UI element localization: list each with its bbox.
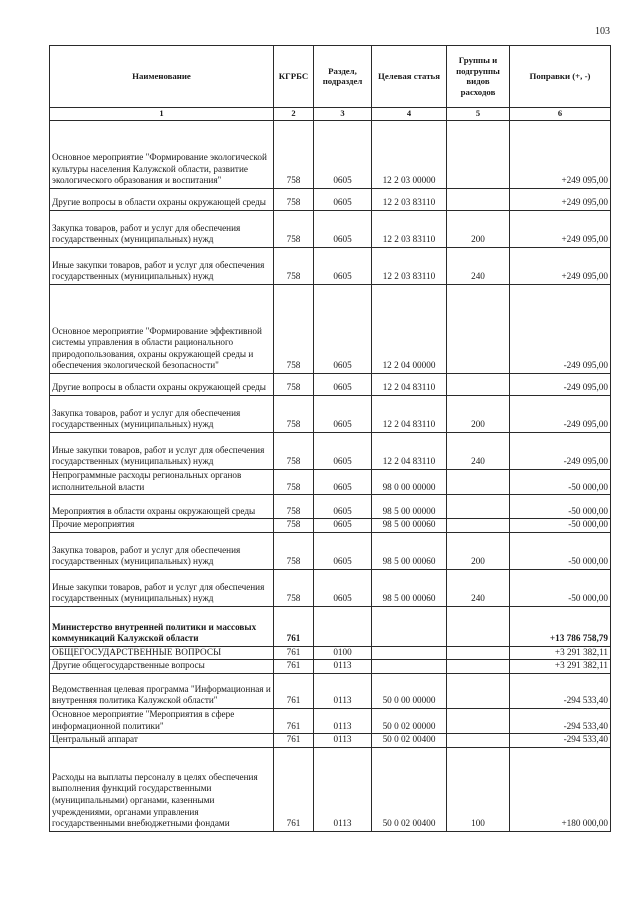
cell-target: 12 2 04 83110	[372, 396, 447, 433]
cell-target: 12 2 03 83110	[372, 248, 447, 285]
cell-amount: +249 095,00	[510, 189, 611, 211]
cell-section: 0605	[314, 121, 372, 189]
header-amount: Поправки (+, -)	[510, 46, 611, 108]
cell-section: 0113	[314, 734, 372, 748]
cell-kgrbs: 758	[274, 470, 314, 495]
cell-kgrbs: 758	[274, 121, 314, 189]
cell-section	[314, 606, 372, 646]
cell-target: 50 0 00 00000	[372, 673, 447, 708]
cell-group	[447, 189, 510, 211]
cell-kgrbs: 758	[274, 211, 314, 248]
cell-target: 50 0 02 00400	[372, 734, 447, 748]
cell-name: Иные закупки товаров, работ и услуг для обеспечения государственных (муниципальных) нужд	[50, 569, 274, 606]
cell-amount: +3 291 382,11	[510, 646, 611, 660]
cell-amount: -249 095,00	[510, 396, 611, 433]
cell-name: Другие вопросы в области охраны окружающей среды	[50, 189, 274, 211]
table-row	[50, 248, 611, 285]
cell-group: 240	[447, 569, 510, 606]
cell-amount: -249 095,00	[510, 285, 611, 374]
header-section: Раздел, подраздел	[314, 46, 372, 108]
cell-amount: -50 000,00	[510, 495, 611, 519]
cell-group	[447, 470, 510, 495]
cell-name: Расходы на выплаты персоналу в целях обеспечения выполнения функций государственными (муниципальными) органами, казенными учреждениями, органами управления государственными внебюджетными фондами	[50, 747, 274, 831]
header-group: Группы и подгруппы видов расходов	[447, 46, 510, 108]
cell-section: 0113	[314, 708, 372, 733]
cell-kgrbs: 758	[274, 433, 314, 470]
header-name: Наименование	[50, 46, 274, 108]
cell-group	[447, 708, 510, 733]
cell-amount: +13 786 758,79	[510, 606, 611, 646]
cell-group	[447, 660, 510, 674]
cell-name: Закупка товаров, работ и услуг для обеспечения государственных (муниципальных) нужд	[50, 396, 274, 433]
cell-target: 98 5 00 00060	[372, 532, 447, 569]
cell-kgrbs: 758	[274, 248, 314, 285]
table-row	[50, 396, 611, 433]
cell-kgrbs: 761	[274, 606, 314, 646]
table-row	[50, 569, 611, 606]
cell-amount: +3 291 382,11	[510, 660, 611, 674]
cell-target	[372, 660, 447, 674]
table-row	[50, 495, 611, 519]
cell-amount: -294 533,40	[510, 734, 611, 748]
cell-name: Основное мероприятие "Формирование экологической культуры населения Калужской области, развитие экологического образования и воспитания"	[50, 121, 274, 189]
cell-group	[447, 495, 510, 519]
cell-group	[447, 646, 510, 660]
cell-target: 98 5 00 00000	[372, 495, 447, 519]
cell-name: Основное мероприятие "Мероприятия в сфере информационной политики"	[50, 708, 274, 733]
cell-name: ОБЩЕГОСУДАРСТВЕННЫЕ ВОПРОСЫ	[50, 646, 274, 660]
cell-kgrbs: 761	[274, 747, 314, 831]
cell-target: 50 0 02 00000	[372, 708, 447, 733]
column-number: 3	[314, 108, 372, 121]
cell-kgrbs: 758	[274, 285, 314, 374]
cell-name: Ведомственная целевая программа "Информационная и внутренняя политика Калужской области"	[50, 673, 274, 708]
cell-section: 0605	[314, 470, 372, 495]
cell-kgrbs: 761	[274, 734, 314, 748]
cell-section: 0113	[314, 673, 372, 708]
cell-group: 200	[447, 532, 510, 569]
cell-group	[447, 519, 510, 533]
cell-kgrbs: 761	[274, 708, 314, 733]
cell-group: 200	[447, 396, 510, 433]
cell-target: 50 0 02 00400	[372, 747, 447, 831]
cell-section: 0605	[314, 495, 372, 519]
cell-group: 240	[447, 248, 510, 285]
cell-name: Мероприятия в области охраны окружающей среды	[50, 495, 274, 519]
column-number: 2	[274, 108, 314, 121]
column-number-row	[50, 108, 611, 121]
cell-target: 12 2 04 83110	[372, 433, 447, 470]
cell-kgrbs: 758	[274, 374, 314, 396]
table-row	[50, 519, 611, 533]
table-row	[50, 646, 611, 660]
cell-section: 0113	[314, 747, 372, 831]
cell-section: 0113	[314, 660, 372, 674]
cell-kgrbs: 758	[274, 495, 314, 519]
cell-amount: -50 000,00	[510, 470, 611, 495]
table-row	[50, 532, 611, 569]
table-row	[50, 660, 611, 674]
table-row	[50, 374, 611, 396]
cell-section: 0605	[314, 519, 372, 533]
header-kgrbs: КГРБС	[274, 46, 314, 108]
cell-section: 0605	[314, 569, 372, 606]
cell-group	[447, 285, 510, 374]
cell-kgrbs: 761	[274, 646, 314, 660]
table-row	[50, 211, 611, 248]
cell-section: 0605	[314, 433, 372, 470]
cell-kgrbs: 761	[274, 660, 314, 674]
cell-group	[447, 121, 510, 189]
cell-section: 0605	[314, 211, 372, 248]
table-row	[50, 673, 611, 708]
cell-name: Другие общегосударственные вопросы	[50, 660, 274, 674]
cell-section: 0605	[314, 396, 372, 433]
column-number: 5	[447, 108, 510, 121]
table-row	[50, 285, 611, 374]
cell-name: Другие вопросы в области охраны окружающей среды	[50, 374, 274, 396]
cell-name: Министерство внутренней политики и массовых коммуникаций Калужской области	[50, 606, 274, 646]
table-row	[50, 747, 611, 831]
page-number: 103	[595, 26, 610, 37]
cell-amount: -249 095,00	[510, 433, 611, 470]
table-row	[50, 433, 611, 470]
table-row	[50, 470, 611, 495]
cell-section: 0605	[314, 285, 372, 374]
table-row	[50, 708, 611, 733]
cell-target: 12 2 04 00000	[372, 285, 447, 374]
cell-amount: -50 000,00	[510, 532, 611, 569]
cell-group: 100	[447, 747, 510, 831]
cell-amount: +249 095,00	[510, 248, 611, 285]
cell-group	[447, 374, 510, 396]
column-number: 4	[372, 108, 447, 121]
column-number: 1	[50, 108, 274, 121]
table-row	[50, 734, 611, 748]
cell-group: 240	[447, 433, 510, 470]
table-row	[50, 606, 611, 646]
table-body	[50, 121, 611, 832]
table-row	[50, 121, 611, 189]
cell-section: 0605	[314, 532, 372, 569]
cell-section: 0605	[314, 248, 372, 285]
cell-group: 200	[447, 211, 510, 248]
cell-kgrbs: 758	[274, 569, 314, 606]
cell-name: Прочие мероприятия	[50, 519, 274, 533]
cell-amount: -249 095,00	[510, 374, 611, 396]
cell-amount: +249 095,00	[510, 211, 611, 248]
cell-amount: +180 000,00	[510, 747, 611, 831]
cell-name: Закупка товаров, работ и услуг для обеспечения государственных (муниципальных) нужд	[50, 211, 274, 248]
cell-name: Непрограммные расходы региональных органов исполнительной власти	[50, 470, 274, 495]
cell-target	[372, 606, 447, 646]
cell-target: 12 2 03 83110	[372, 211, 447, 248]
cell-target: 12 2 03 83110	[372, 189, 447, 211]
cell-kgrbs: 761	[274, 673, 314, 708]
cell-target: 98 5 00 00060	[372, 569, 447, 606]
cell-kgrbs: 758	[274, 396, 314, 433]
cell-name: Иные закупки товаров, работ и услуг для обеспечения государственных (муниципальных) нужд	[50, 433, 274, 470]
header-row	[50, 46, 611, 108]
cell-target: 98 5 00 00060	[372, 519, 447, 533]
cell-section: 0100	[314, 646, 372, 660]
cell-amount: -50 000,00	[510, 519, 611, 533]
cell-name: Иные закупки товаров, работ и услуг для обеспечения государственных (муниципальных) нужд	[50, 248, 274, 285]
cell-name: Центральный аппарат	[50, 734, 274, 748]
cell-target: 12 2 03 00000	[372, 121, 447, 189]
cell-amount: -294 533,40	[510, 708, 611, 733]
cell-amount: +249 095,00	[510, 121, 611, 189]
cell-kgrbs: 758	[274, 519, 314, 533]
cell-amount: -294 533,40	[510, 673, 611, 708]
cell-target: 98 0 00 00000	[372, 470, 447, 495]
cell-name: Закупка товаров, работ и услуг для обеспечения государственных (муниципальных) нужд	[50, 532, 274, 569]
column-number: 6	[510, 108, 611, 121]
cell-section: 0605	[314, 374, 372, 396]
cell-target	[372, 646, 447, 660]
cell-amount: -50 000,00	[510, 569, 611, 606]
cell-group	[447, 673, 510, 708]
header-target: Целевая статья	[372, 46, 447, 108]
cell-target: 12 2 04 83110	[372, 374, 447, 396]
cell-group	[447, 606, 510, 646]
cell-kgrbs: 758	[274, 532, 314, 569]
table-row	[50, 189, 611, 211]
budget-amendments-table	[49, 45, 611, 832]
cell-group	[447, 734, 510, 748]
cell-name: Основное мероприятие "Формирование эффективной системы управления в области рационального природопользования, охраны окружающей среды и обеспечения экологической безопасности"	[50, 285, 274, 374]
cell-section: 0605	[314, 189, 372, 211]
cell-kgrbs: 758	[274, 189, 314, 211]
